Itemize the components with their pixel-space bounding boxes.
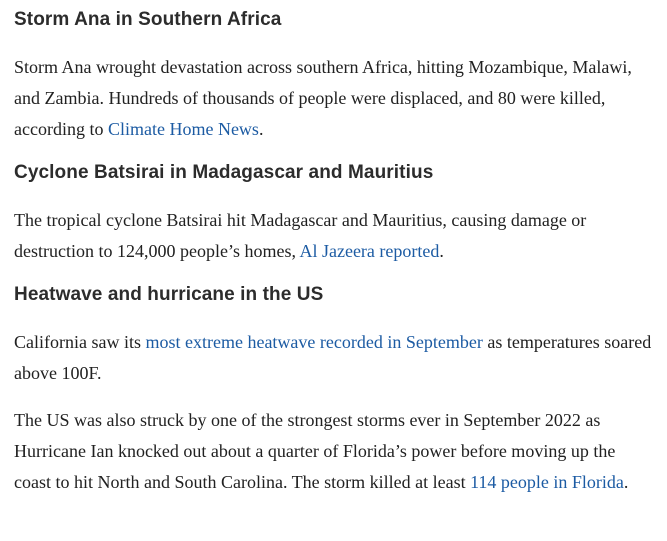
text-run: Storm Ana wrought devastation across southern Africa, hitting Mozambique, Malawi, and Zambia. Hundreds of thousands of people were displaced, and 80 were killed, according to (14, 57, 632, 139)
inline-link[interactable]: Al Jazeera reported (299, 241, 440, 261)
inline-link[interactable]: most extreme heatwave recorded in September (145, 332, 483, 352)
text-run: The tropical cyclone Batsirai hit Madagascar and Mauritius, causing damage or destruction to 124,000 people’s homes, (14, 210, 587, 261)
section-heading: Cyclone Batsirai in Madagascar and Mauritius (14, 162, 434, 183)
text-run: . (623, 472, 629, 492)
text-run: California saw its (14, 332, 146, 352)
text-run: . (258, 119, 264, 139)
section-heading: Heatwave and hurricane in the US (14, 284, 324, 305)
paragraph (14, 52, 653, 145)
inline-link[interactable]: Climate Home News (107, 119, 259, 139)
paragraph (14, 327, 653, 389)
inline-link[interactable]: 114 people in Florida (470, 472, 624, 492)
text-run: as temperatures soared above 100F. (14, 332, 652, 383)
text-run: . (439, 241, 444, 261)
section-heading: Storm Ana in Southern Africa (14, 9, 282, 30)
paragraph (14, 205, 653, 267)
paragraph (14, 405, 653, 498)
text-run: The US was also struck by one of the strongest storms ever in September 2022 as Hurricane Ian knocked out about a quarter of Florida’s power before moving up the coast to hit North and South Carolina. The storm killed at least (14, 410, 616, 492)
